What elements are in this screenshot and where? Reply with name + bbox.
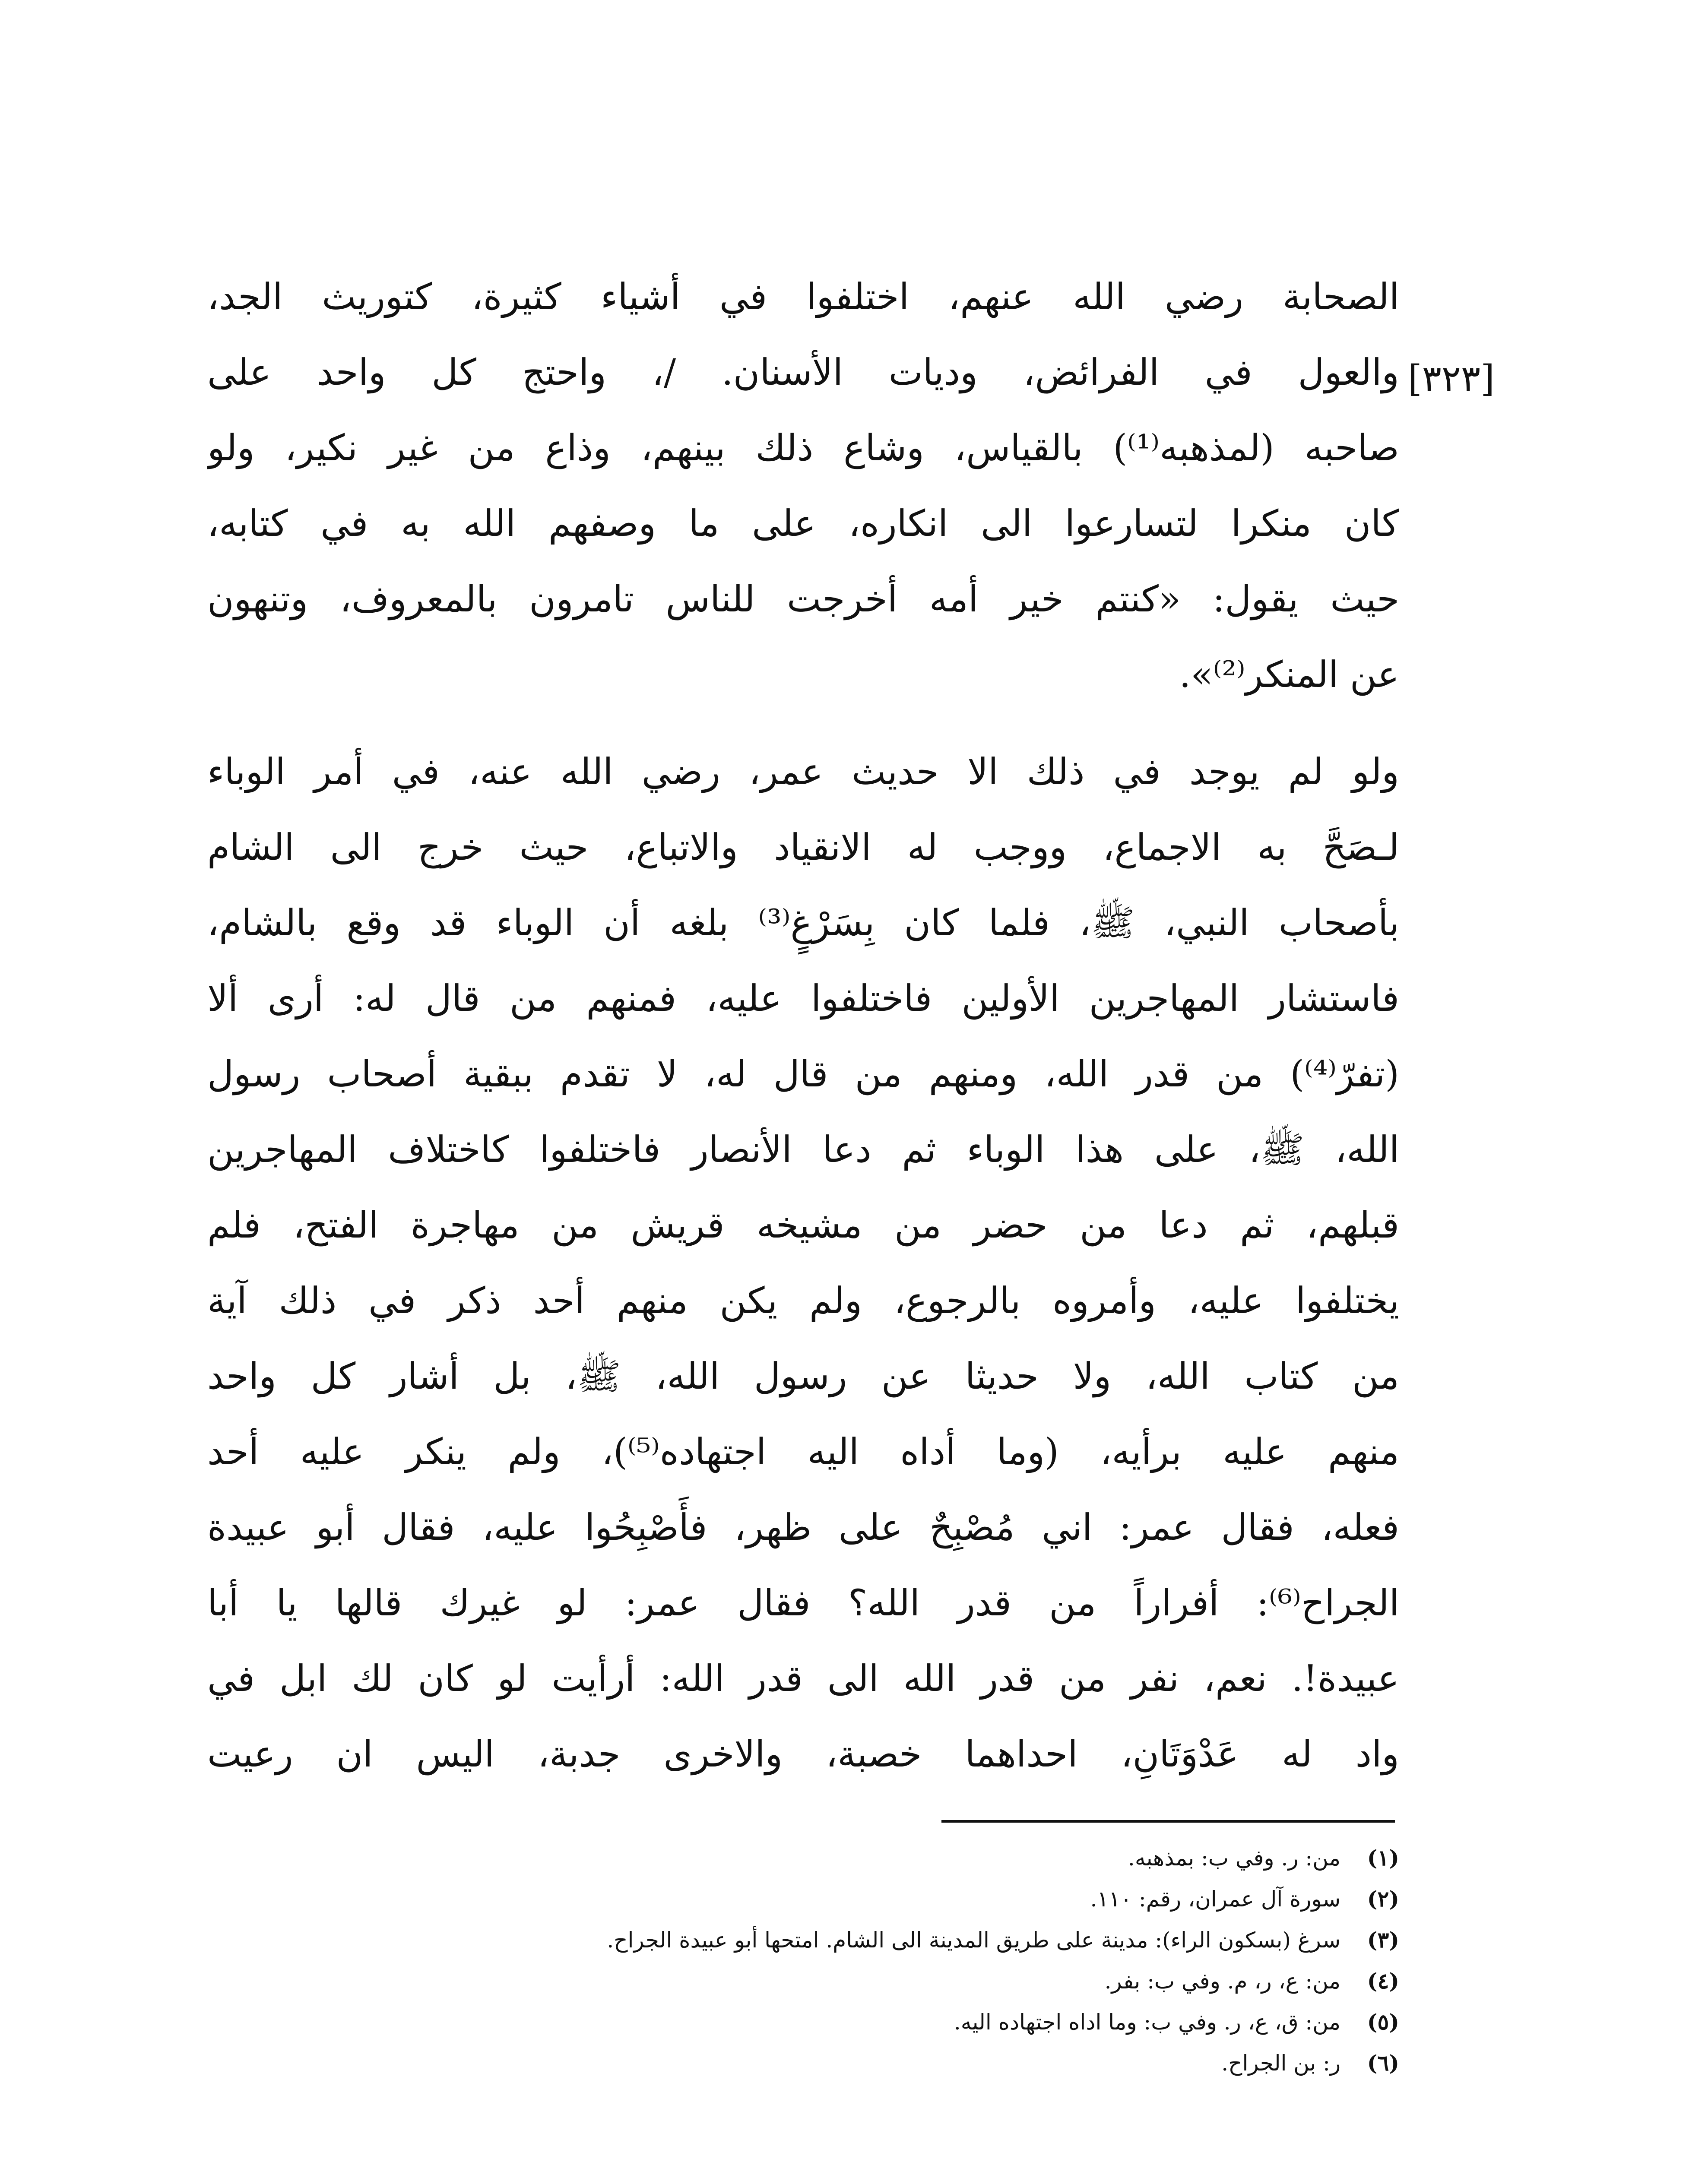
footnote-number: (٣) [1367, 1927, 1399, 1953]
text-line: ولو لم يوجد في ذلك الا حديث عمر، رضي الله عنه، في أمر الوباء [207, 750, 1399, 793]
text-line: الجراح⁽⁶⁾: أفراراً من قدر الله؟ فقال عمر: لو غيرك قالها يا أبا [207, 1582, 1399, 1624]
text-line: من كتاب الله، ولا حديثا عن رسول الله، ﷺ، بل أشار كل واحد [207, 1355, 1399, 1397]
footnote-number: (٥) [1367, 2009, 1399, 2035]
footnote-number: (٤) [1367, 1968, 1399, 1994]
text-line: بأصحاب النبي، ﷺ، فلما كان بِسَرْغٍ⁽³⁾ بلغه أن الوباء قد وقع بالشام، [207, 902, 1399, 944]
footnote [207, 1919, 1399, 1960]
footnote [207, 1837, 1399, 1878]
footnote [207, 1960, 1399, 2001]
footnote [207, 1878, 1399, 1919]
footnote-number: (٦) [1367, 2050, 1399, 2076]
margin-page-reference: [٣٢٣] [1408, 358, 1495, 400]
footnote-number: (٢) [1367, 1886, 1399, 1912]
footnote-text: سورة آل عمران، رقم: ١١٠. [1090, 1887, 1341, 1912]
text-line: فاستشار المهاجرين الأولين فاختلفوا عليه، فمنهم من قال له: أرى ألا [207, 977, 1399, 1019]
text-line: الله، ﷺ، على هذا الوباء ثم دعا الأنصار فاختلفوا كاختلاف المهاجرين [207, 1128, 1399, 1171]
text-line: عن المنكر⁽²⁾». [1179, 653, 1399, 696]
text-line: (تفرّ⁽⁴⁾) من قدر الله، ومنهم من قال له، لا تقدم ببقية أصحاب رسول [207, 1053, 1399, 1095]
text-line: قبلهم، ثم دعا من حضر من مشيخه قريش من مهاجرة الفتح، فلم [207, 1204, 1399, 1246]
footnote [207, 2042, 1399, 2083]
footnote-text: من: ر. وفي ب: بمذهبه. [1128, 1846, 1341, 1871]
text-line: منهم عليه برأيه، (وما أداه اليه اجتهاده⁽⁵⁾)، ولم ينكر عليه أحد [207, 1431, 1399, 1473]
footnotes [207, 1837, 1399, 2083]
text-line: فعله، فقال عمر: اني مُصْبِحٌ على ظهر، فأَصْبِحُوا عليه، فقال أبو عبيدة [207, 1506, 1399, 1548]
footnote-text: من: ع، ر، م. وفي ب: بفر. [1104, 1969, 1341, 1994]
footnote [207, 2001, 1399, 2042]
text-line: عبيدة!. نعم، نفر من قدر الله الى قدر الله: أرأيت لو كان لك ابل في [207, 1657, 1399, 1700]
text-line: الصحابة رضي الله عنهم، اختلفوا في أشياء كثيرة، كتوريث الجد، [207, 275, 1399, 318]
text-line: حيث يقول: «كنتم خير أمه أخرجت للناس تامرون بالمعروف، وتنهون [207, 578, 1399, 620]
text-line: يختلفوا عليه، وأمروه بالرجوع، ولم يكن منهم أحد ذكر في ذلك آية [207, 1279, 1399, 1322]
text-line: والعول في الفرائض، وديات الأسنان. /، واحتج كل واحد على [207, 351, 1399, 393]
paragraph-1 [207, 259, 1399, 712]
text-line: واد له عَدْوَتَانِ، احداهما خصبة، والاخرى جدبة، اليس ان رعيت [207, 1733, 1399, 1775]
footnote-text: ر: بن الجراح. [1221, 2051, 1341, 2076]
footnote-divider [941, 1820, 1395, 1823]
footnote-number: (١) [1367, 1845, 1399, 1871]
text-line: صاحبه (لمذهبه⁽¹⁾) بالقياس، وشاع ذلك بينهم، وذاع من غير نكير، ولو [207, 427, 1399, 469]
footnote-text: من: ق، ع، ر. وفي ب: وما اداه اجتهاده اليه. [954, 2010, 1341, 2035]
text-line: لـصَحَّ به الاجماع، ووجب له الانقياد والاتباع، حيث خرج الى الشام [207, 826, 1399, 868]
footnote-text: سرغ (بسكون الراء): مدينة على طريق المدينة الى الشام. امتحها أبو عبيدة الجراح. [607, 1928, 1341, 1953]
text-line: كان منكرا لتسارعوا الى انكاره، على ما وصفهم الله به في كتابه، [207, 502, 1399, 544]
paragraph-2 [207, 734, 1399, 1792]
